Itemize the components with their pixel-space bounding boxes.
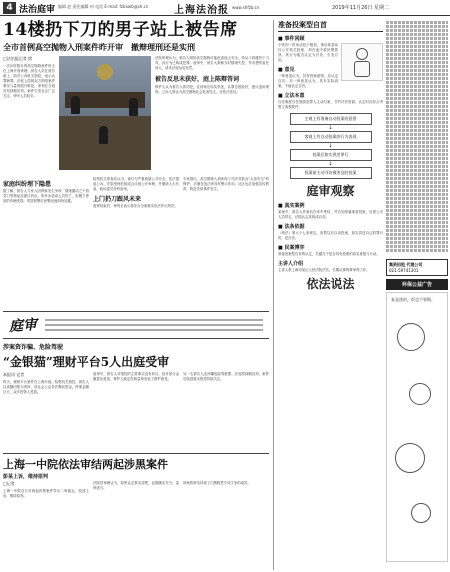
sidebar-title: 准备投案型自首 [278, 20, 383, 32]
body-text: 昨天，理财平台案件在上海开庭。检察机关指控，被告人以高额回报为诱饵，向社会公众非法吸收资金，涉案金额巨大，众多投资人受损。 [3, 380, 89, 394]
story2-byline: 本报讯 记者 [3, 372, 25, 377]
body-text: 专家指出，高空抛物入刑体现了司法对群众“头顶安全”的保护，对潜在违法者具有警示作用。社区也应加强宣传教育，防范类似事件发生。 [183, 177, 269, 191]
story-gang-cases [3, 453, 269, 521]
flow-step: 主观上有准备自动投案的意图 [290, 113, 372, 125]
courtroom-photo [59, 56, 151, 170]
arrow-down-icon: ↓ [328, 143, 333, 149]
ad-title: 集资招租 代理公司 [389, 262, 423, 267]
psa-banner: 环保公益广告 [386, 279, 448, 290]
body-text: 庭审结束后，审判长表示将综合全案事实依法作出判决。 [93, 204, 178, 208]
body-text: 庭审中，被告人对指控的主要事实没有异议，但对部分金额提出意见。辩护人就定性和量刑发表了辩护意见。 [93, 372, 179, 381]
sidebar-label: ■ 真实案例 [278, 203, 305, 209]
column-logo-icon: 庭审 [8, 317, 38, 335]
host-title: 主讲人介绍 [278, 261, 304, 267]
body-text: 另一名被告人还涉嫌危险驾驶罪。法庭将择期宣判，案件后续进展本报将持续关注。 [183, 372, 269, 381]
body-text: 法院经审理认为，原审认定事实清楚，证据确实充分，量刑适当。 [93, 481, 179, 490]
arrow-down-icon: ↓ [328, 161, 333, 167]
body-text: 小张因一时冲动犯下错误，事后准备前往公安机关投案，却在途中被民警抓获。其行为能否认定为自首，引发讨论。 [278, 43, 338, 62]
lead-intro-column [3, 56, 55, 174]
footer-logo: 依法说法 [306, 277, 355, 291]
body-text: 一次历时数月的高空抛物案件昨天在上海开庭审理。被告人站在被告席上，面对公诉机关指控，表示认罪悔罪。法庭上控辩双方围绕案件事实与量刑展开辩论，审判长当庭宣布择期宣判。案件引发社会广泛关注，旁听人员较多。 [3, 64, 55, 98]
body-text: 某案中，被告人作案后在家中等待，并告知家属准备投案，后被公安人员带走，法院认定其构成自首。 [278, 210, 383, 219]
sidebar-label: ■ 立法本意 [278, 93, 305, 99]
classified-ads [386, 20, 448, 256]
psa-illustration [386, 292, 448, 562]
body-text: 法院审理认为，被告人明知高空抛物可能危害他人安全，仍从十四楼扔下刀具，其行为已构成犯罪。庭审中，被告人辩称当时情绪失控，并未想伤害任何人，请求法庭从轻处罚。 [155, 56, 269, 70]
flow-step: 客观上有自动投案的行为表现 [290, 131, 372, 143]
sidebar-label: ■ 事件回顾 [278, 36, 305, 42]
editor-info: 编辑 赵 责任编辑 何 电话 E-mail: fzbxwb@sh.cn [58, 4, 149, 9]
body-text: 辩护人认为被告人系初犯，且到案后如实供述，认罪态度较好，建议适用缓刑。公诉人则认为高空抛物社会危害性大，应依法惩处。 [155, 85, 269, 94]
body-text: 据了解，被告人与家人因琐事发生争吵，情绪激动之下将菜刀等物品从窗口扔出。所幸未造成人员伤亡，但楼下停放的车辆受损。邻居报警后民警迅速到场处置。 [3, 189, 89, 203]
body-text: 主讲人系上海市某区人民法院法官，长期从事刑事审判工作。 [278, 268, 370, 272]
section-heading: 上门扔刀跟风未来 [93, 196, 142, 203]
sidebar-label: ■ 民案博弈 [278, 245, 305, 251]
ads-column [386, 20, 448, 570]
lead-byline: □法治报记者 徐 [3, 56, 33, 61]
story3-headline: 上海一中院依法审结两起涉黑案件 [3, 458, 168, 471]
ad-phone: 021-59741301 [389, 268, 419, 273]
issue-date: 2019年11月26日 星期二 [332, 5, 390, 11]
main-column [3, 20, 269, 570]
lead-subsection-title: 被告反思未获好，庭上陈辩答词 [155, 76, 240, 83]
arrow-down-icon: ↓ [328, 125, 333, 131]
section-title: 法治庭审 [19, 5, 56, 15]
body-text: 该案的审结体现了扫黑除恶专项斗争的成效。 [183, 481, 251, 485]
lead-subheadline: 全市首例高空抛物入刑案件昨开审 撤辩理刑还是实刑 [3, 43, 195, 52]
page-number: 4 [3, 2, 16, 14]
story3-byline: □记者 [3, 481, 15, 486]
body-text: 一种意见认为，其有投案意图，应认定自首；另一种意见认为，其未实际到案，不能认定自首。 [278, 74, 338, 88]
flow-step: 投案前主动寻访被害及时投案 [290, 167, 372, 179]
court-emblem-icon [97, 64, 113, 80]
body-text: 《刑法》第六十七条规定，犯罪以后自动投案，如实供述自己的罪行的，是自首。 [278, 231, 383, 240]
page-header [0, 0, 450, 16]
cartoon-illustration [341, 43, 383, 81]
column-calligraphy: 庭审观察 [306, 184, 355, 198]
flowchart [278, 113, 383, 179]
body-text: 准备投案型自首的认定，关键在于是否具有投案的真实意愿与行动。 [278, 252, 380, 256]
agency-ad [386, 259, 448, 276]
body-text: 上海一中院近日对两起涉黑案件作出二审裁定，驳回上诉，维持原判。 [3, 489, 89, 498]
sidebar-column [273, 20, 383, 570]
body-text: 检察机关审查后认为，该行为严重威胁公共安全，依法提起公诉。法院受理后组成合议庭公开审理，并邀请人大代表、政协委员旁听庭审。 [93, 177, 179, 191]
column-logo-strip [3, 311, 269, 339]
sidebar-label: ■ 法条依据 [278, 224, 305, 230]
lead-story-top [3, 56, 269, 174]
story3-kicker: 彭某上诉，维持原判 [3, 474, 49, 480]
website-url: www.shfzb.cn [232, 5, 260, 10]
sidebar-label: ■ 意见 [278, 67, 295, 73]
psa-caption: 复是逃的，饭也不要倒。 [391, 297, 435, 302]
body-text: 自首制度旨在鼓励犯罪人主动归案，节约司法资源。认定时应综合考察主客观要件。 [278, 100, 383, 109]
flow-step: 投案后如实供述罪行 [290, 149, 372, 161]
section-heading: 家庭纠纷埋下隐患 [3, 181, 52, 188]
lead-headline: 14楼扔下刀的男子站上被告席 [3, 20, 238, 40]
newspaper-masthead: 上海法治报 [174, 5, 229, 16]
lead-body-columns [3, 177, 269, 309]
story2-kicker: 涉案资诈骗、危险驾驶 [3, 344, 64, 351]
story2-headline: “金银猫”理财平台5人出庭受审 [3, 355, 170, 369]
story-fraud [3, 342, 269, 450]
lead-right-text [155, 56, 269, 174]
